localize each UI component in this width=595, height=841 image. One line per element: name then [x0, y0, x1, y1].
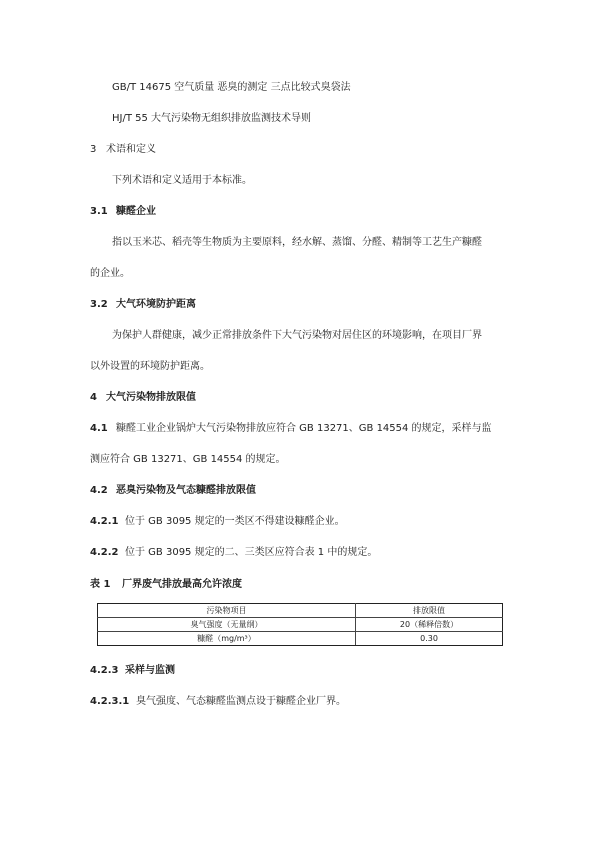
section-4-2-heading — [90, 484, 256, 498]
header-cell: 排放限值 — [356, 604, 503, 618]
section-text: 位于 GB 3095 规定的一类区不得建设糠醛企业。 — [125, 516, 345, 527]
table-cell: 20（稀释倍数） — [356, 618, 503, 632]
table-cell: 糠醛（mg/m³） — [98, 632, 356, 646]
table-title: 厂界废气排放最高允许浓度 — [122, 579, 242, 590]
section-3-2-heading — [90, 298, 196, 312]
section-text: 位于 GB 3095 规定的二、三类区应符合表 1 中的规定。 — [125, 547, 378, 558]
section-number: 3.1 — [90, 206, 108, 217]
section-4-2-1 — [90, 515, 345, 529]
section-3-1-heading — [90, 205, 156, 219]
section-text: 臭气强度、气态糠醛监测点设于糠醛企业厂界。 — [136, 696, 346, 707]
reference-gbt-14675: GB/T 14675 空气质量 恶臭的测定 三点比较式臭袋法 — [112, 82, 351, 93]
table-cell: 臭气强度（无量纲） — [98, 618, 356, 632]
section-4-1-para-line-2: 测应符合 GB 13271、GB 14554 的规定。 — [90, 454, 286, 465]
section-title: 术语和定义 — [106, 144, 156, 155]
section-number: 4.1 — [90, 423, 108, 434]
table-header-row — [98, 604, 503, 618]
reference-hjt-55: HJ/T 55 大气污染物无组织排放监测技术导则 — [112, 113, 312, 124]
section-text: 糠醛工业企业锅炉大气污染物排放应符合 GB 13271、GB 14554 的规定，采样与监 — [116, 423, 492, 434]
section-number: 3.2 — [90, 299, 108, 310]
header-cell: 污染物项目 — [98, 604, 356, 618]
section-title: 大气环境防护距离 — [116, 299, 196, 310]
section-title: 采样与监测 — [125, 665, 175, 676]
section-3-intro: 下列术语和定义适用于本标准。 — [112, 175, 252, 186]
section-number: 4.2 — [90, 485, 108, 496]
table-number: 表 1 — [90, 579, 111, 590]
section-number: 4.2.2 — [90, 547, 119, 558]
section-number: 4.2.3.1 — [90, 696, 130, 707]
section-4-2-3-1 — [90, 695, 346, 709]
section-3-heading — [90, 143, 156, 157]
section-4-heading — [90, 391, 196, 405]
section-3-1-para-line-1: 指以玉米芯、稻壳等生物质为主要原料，经水解、蒸馏、分醛、精制等工艺生产糠醛 — [112, 237, 482, 248]
section-4-2-3-heading — [90, 664, 175, 678]
section-4-1-para-line-1 — [90, 422, 492, 436]
table-cell: 0.30 — [356, 632, 503, 646]
section-number: 4.2.1 — [90, 516, 119, 527]
section-4-2-2 — [90, 546, 377, 560]
section-title: 恶臭污染物及气态糠醛排放限值 — [116, 485, 256, 496]
table-caption — [90, 578, 242, 592]
section-3-1-para-line-2: 的企业。 — [90, 268, 130, 279]
section-number: 4.2.3 — [90, 665, 119, 676]
table-row — [98, 618, 503, 632]
section-3-2-para-line-2: 以外设置的环境防护距离。 — [90, 361, 210, 372]
emission-limit-table — [97, 603, 503, 646]
section-title: 大气污染物排放限值 — [106, 392, 196, 403]
section-3-2-para-line-1: 为保护人群健康，减少正常排放条件下大气污染物对居住区的环境影响，在项目厂界 — [112, 330, 482, 341]
table-row — [98, 632, 503, 646]
section-number: 3 — [90, 144, 97, 155]
section-number: 4 — [90, 392, 97, 403]
section-title: 糠醛企业 — [116, 206, 156, 217]
